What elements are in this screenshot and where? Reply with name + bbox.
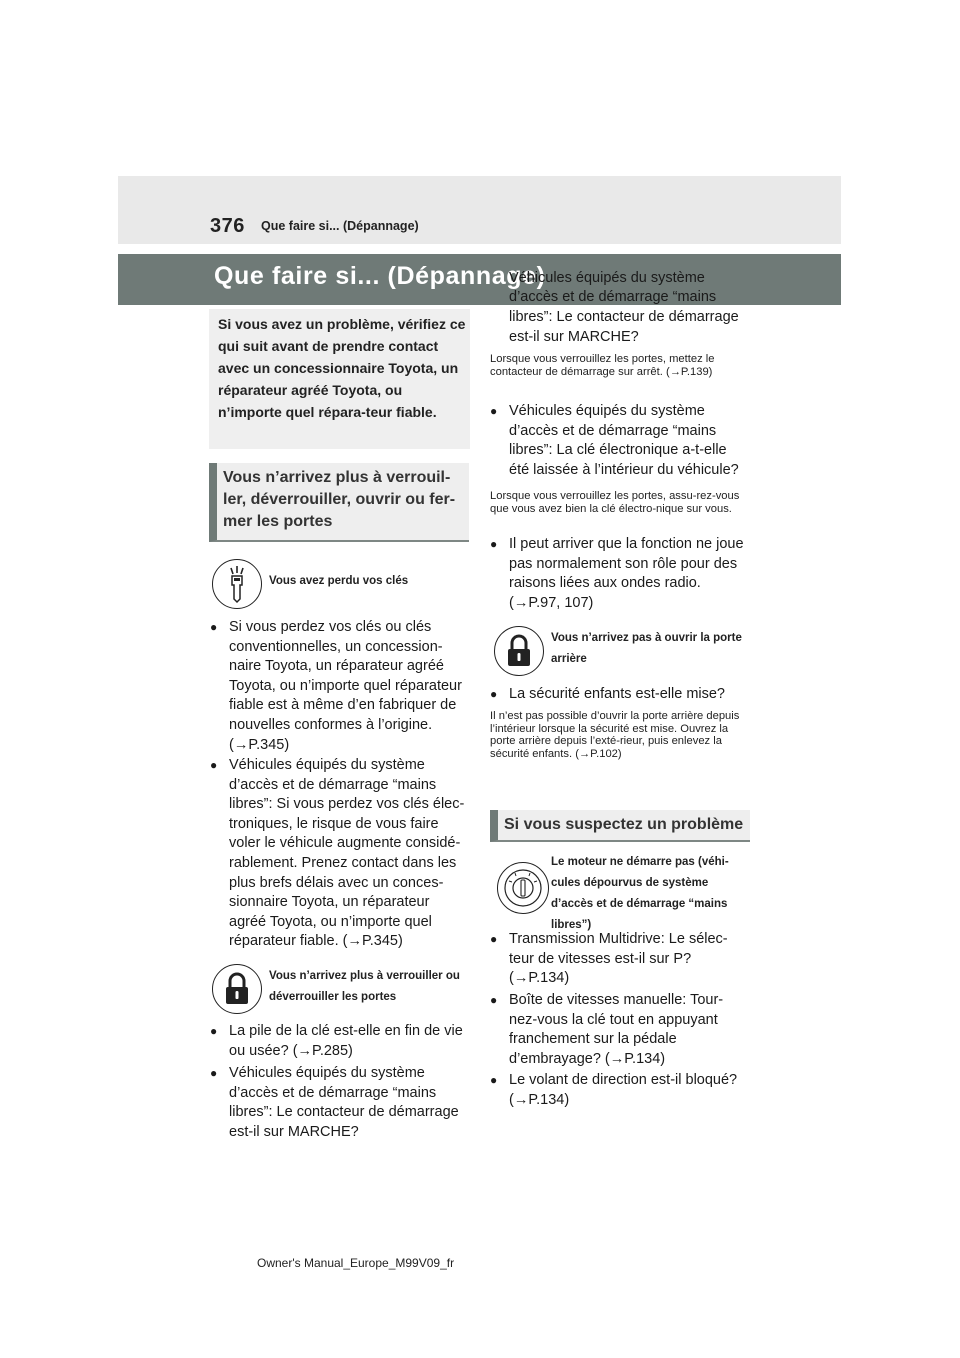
note-text: Il n’est pas possible d’ouvrir la porte arrière depuis l’intérieur lorsque la sécurité est mise. Ouvrez la porte arrière depuis l’exté-rieur, puis enlevez la sécurité enfants. (→P.102) <box>490 710 740 760</box>
note-text: Lorsque vous verrouillez les portes, assu-rez-vous que vous avez bien la clé électro-nique sur vous. <box>490 490 740 515</box>
list-item: ● Véhicules équipés du système d’accès et de démarrage “mains libres”: Le contacteur de démarrage est-il sur MARCHE? <box>210 1065 459 1140</box>
bullet-icon: ● <box>210 1066 218 1080</box>
bullet-icon: ● <box>210 1024 218 1038</box>
list-item: ● Véhicules équipés du système d’accès et de démarrage “mains libres”: Si vous perdez vos clés élec-troniques, le risque de vous faire voler le véhicule augmente considé-rablement. Prenez contact dans les plus brefs délais avec un conces-sionnaire Toyota, un réparateur agréé Toyota, ou n’importe quel réparateur fiable. (→P.345) <box>210 757 465 950</box>
bullet-icon: ● <box>490 932 498 946</box>
lock-icon <box>212 964 262 1014</box>
rear-door-caption: Vous n’arrivez pas à ouvrir la porte arrière <box>551 632 742 665</box>
section-title-problem: Si vous suspectez un problème <box>504 816 744 833</box>
bullet-icon: ● <box>490 537 498 551</box>
page-title: Que faire si... (Dépannage) <box>214 262 546 290</box>
list-item: ● Transmission Multidrive: Le sélec-teur de vitesses est-il sur P? (→P.134) <box>490 931 728 987</box>
list-item: ● La sécurité enfants est-elle mise? <box>490 685 750 705</box>
list-item: ● Véhicules équipés du système d’accès et de démarrage “mains libres”: La clé électronique a-t-elle été laissée à l’intérieur du véhicule? <box>490 403 739 478</box>
list-item: ● Le volant de direction est-il bloqué? (→P.134) <box>490 1072 738 1108</box>
lost-keys-caption: Vous avez perdu vos clés <box>269 575 409 587</box>
lock-icon <box>494 626 544 676</box>
lock-unlock-caption: Vous n’arrivez plus à verrouiller ou déverrouiller les portes <box>269 970 460 1003</box>
section-header-problem <box>490 810 750 842</box>
intro-text: Si vous avez un problème, vérifiez ce qui suit avant de prendre contact avec un concessionnaire Toyota, un réparateur agréé Toyota, ou n’importe quel répara-teur fiable. <box>218 316 466 420</box>
list-item: ● Si vous perdez vos clés ou clés conventionnelles, un concession-naire Toyota, un réparateur agréé Toyota, ou n’importe quel réparateur fiable est à même d’en fabriquer de nouvelles conformes à l’origine. (→P.345) <box>210 619 462 753</box>
bullet-icon: ● <box>490 404 498 418</box>
bullet-icon: ● <box>490 993 498 1007</box>
ignition-icon <box>497 862 549 914</box>
bullet-icon: ● <box>490 687 498 701</box>
list-item: ● Boîte de vitesses manuelle: Tour-nez-vous la clé tout en appuyant franchement sur la pédale d’embrayage? (→P.134) <box>490 992 724 1067</box>
running-header: Que faire si... (Dépannage) <box>261 219 419 233</box>
page-number: 376 <box>210 215 245 237</box>
key-icon <box>212 559 262 609</box>
section-title-doors: Vous n’arrivez plus à verrouil-ler, déverrouiller, ouvrir ou fer-mer les portes <box>223 469 456 530</box>
engine-caption: Le moteur ne démarre pas (véhi-cules dépourvus de système d’accès et de démarrage “mains libres”) <box>551 856 729 931</box>
section-header-doors <box>209 463 469 542</box>
bullet-icon: ● <box>490 1073 498 1087</box>
note-text: Lorsque vous verrouillez les portes, mettez le contacteur de démarrage sur arrêt. (→P.139) <box>490 353 715 378</box>
list-item: ● Il peut arriver que la fonction ne joue pas normalement son rôle pour des raisons liées aux ondes radio. (→P.97, 107) <box>490 536 744 611</box>
list-item-continuation: Véhicules équipés du système d’accès et de démarrage “mains libres”: Le contacteur de démarrage est-il sur MARCHE? <box>509 269 739 345</box>
bullet-icon: ● <box>210 758 218 772</box>
footer-text: Owner's Manual_Europe_M99V09_fr <box>257 1256 455 1270</box>
bullet-icon: ● <box>210 620 218 634</box>
list-item: ● La pile de la clé est-elle en fin de vie ou usée? (→P.285) <box>210 1023 463 1059</box>
